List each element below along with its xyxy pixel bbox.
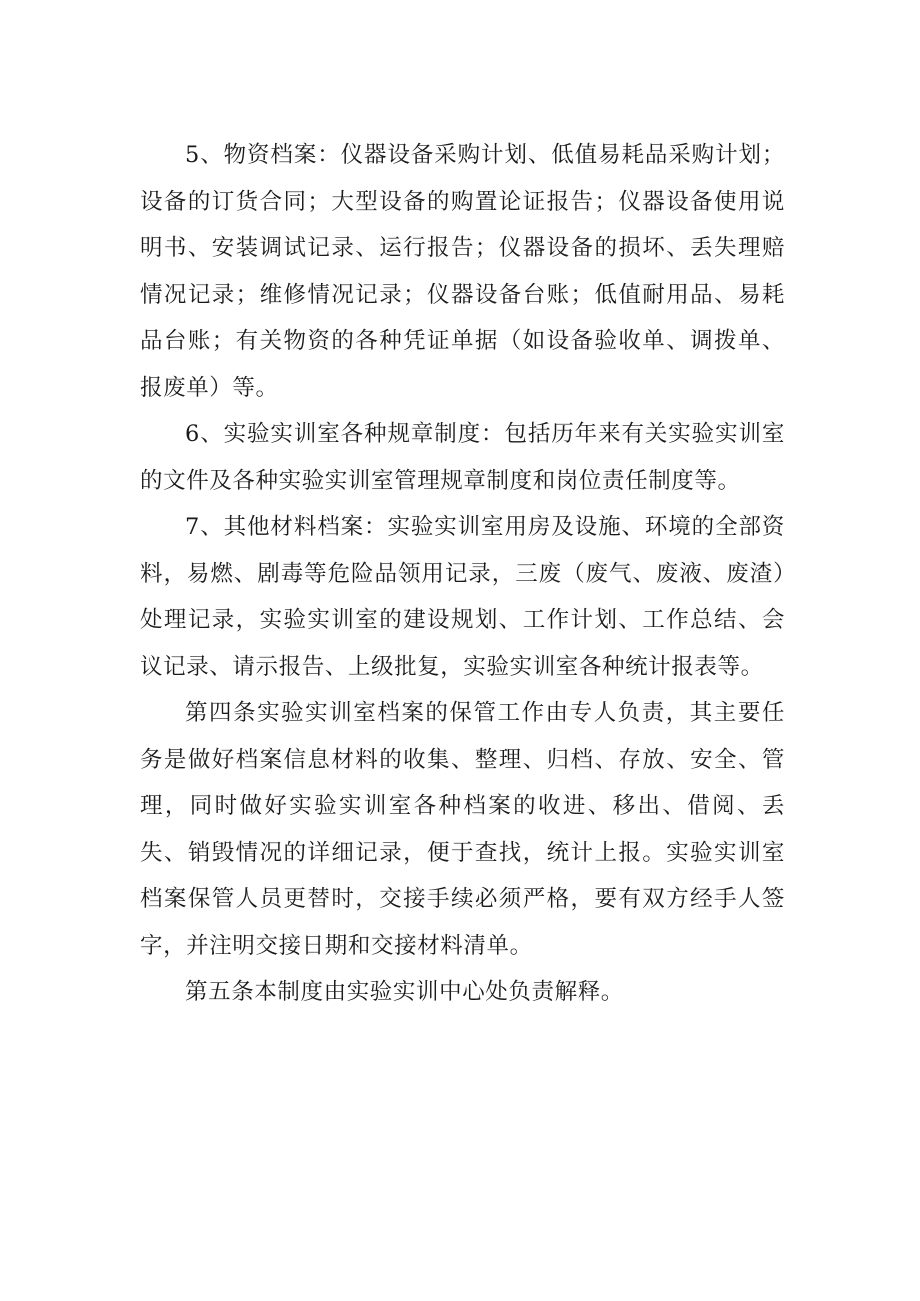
document-body: [140, 132, 785, 1016]
paragraph-rules-regulations: 6、实验实训室各种规章制度：包括历年来有关实验实训室的文件及各种实验实训室管理规章制度和岗位责任制度等。: [140, 421, 785, 494]
paragraph-article-four: 第四条实验实训室档案的保管工作由专人负责，其主要任务是做好档案信息材料的收集、整理、归档、存放、安全、管理，同时做好实验实训室各种档案的收进、移出、借阅、丢失、销毁情况的详细记录，便于查找，统计上报。实验实训室档案保管人员更替时，交接手续必须严格，要有双方经手人签字，并注明交接日期和交接材料清单。: [140, 700, 785, 959]
paragraph-other-archives: 7、其他材料档案：实验实训室用房及设施、环境的全部资料，易燃、剧毒等危险品领用记录，三废（废气、废液、废渣）处理记录，实验实训室的建设规划、工作计划、工作总结、会议记录、请示报告、上级批复，实验实训室各种统计报表等。: [140, 514, 785, 680]
paragraph-material-archives: 5、物资档案：仪器设备采购计划、低值易耗品采购计划；设备的订货合同；大型设备的购置论证报告；仪器设备使用说明书、安装调试记录、运行报告；仪器设备的损坏、丢失理赔情况记录；维修情况记录；仪器设备台账；低值耐用品、易耗品台账；有关物资的各种凭证单据（如设备验收单、调拨单、报废单）等。: [140, 142, 785, 401]
paragraph-article-five: 第五条本制度由实验实训中心处负责解释。: [185, 979, 624, 1005]
